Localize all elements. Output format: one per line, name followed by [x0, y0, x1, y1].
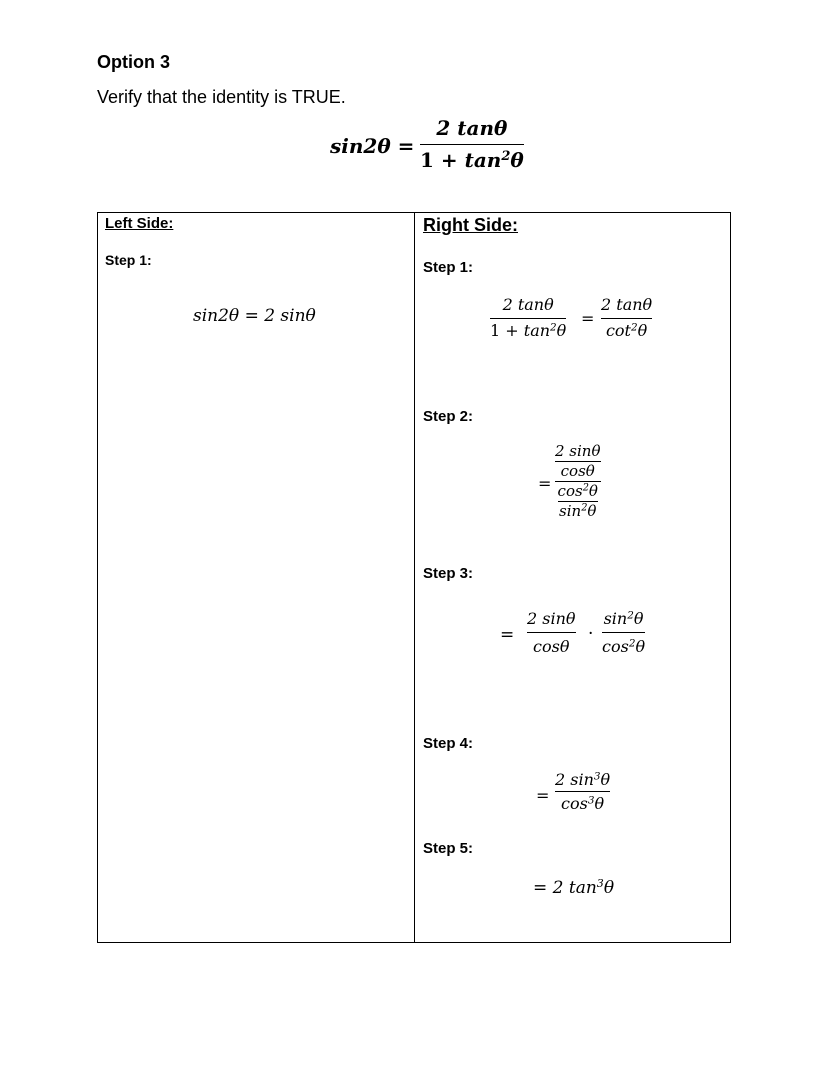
step3-f2-denominator: $\cos^2\theta$	[602, 637, 646, 656]
right-step1-label: Step 1:	[423, 259, 474, 276]
step2-bottom-denominator: $\sin^2\theta$	[559, 502, 597, 520]
step2-top-numerator: 2 sinθ	[555, 442, 601, 460]
left-side-heading: Left Side:	[105, 215, 174, 232]
step4-numerator: 2 $\sin^3\theta$	[555, 770, 611, 789]
identity-fraction	[420, 118, 524, 170]
step3-f2-numerator: $\sin^2\theta$	[603, 609, 644, 628]
step1-equals: =	[581, 309, 595, 328]
step4-equals: =	[536, 786, 550, 805]
step1-f1-denominator: $1 + \tan^2\theta$	[490, 321, 567, 340]
right-step2-label: Step 2:	[423, 408, 474, 425]
step4-fraction	[555, 772, 610, 812]
step4-denominator: $\cos^3\theta$	[561, 794, 605, 813]
right-step5-label: Step 5:	[423, 840, 474, 857]
step3-f1-denominator: cosθ	[533, 637, 570, 656]
step3-dot: ·	[588, 624, 594, 644]
step1-f1-numerator: 2 tanθ	[502, 295, 554, 314]
identity-denominator: $1 + \tan^2\theta$	[420, 148, 524, 172]
step2-equals: =	[538, 474, 552, 493]
identity-lhs: sin2θ =	[330, 134, 415, 158]
step1-f2-denominator: $\cot^2\theta$	[605, 321, 648, 340]
step3-fraction-2	[602, 611, 645, 655]
step2-complex-fraction	[555, 444, 601, 519]
right-step4-label: Step 4:	[423, 735, 474, 752]
right-side-heading: Right Side:	[423, 215, 518, 235]
left-step1-label: Step 1:	[105, 252, 152, 268]
page-title: Option 3	[97, 52, 170, 72]
step1-f2-numerator: 2 tanθ	[601, 295, 653, 314]
instruction-text: Verify that the identity is TRUE.	[97, 87, 346, 107]
step3-fraction-1	[527, 611, 576, 655]
identity-numerator: 2 tanθ	[436, 116, 508, 140]
step3-f1-numerator: 2 sinθ	[527, 609, 576, 628]
right-step3-label: Step 3:	[423, 565, 474, 582]
step2-top-fraction	[555, 444, 601, 481]
step1-fraction-1	[490, 297, 566, 339]
step1-fraction-2	[601, 297, 652, 339]
column-divider	[414, 212, 415, 943]
left-step1-expression: sin2θ = 2 sinθ	[193, 306, 316, 326]
step2-bottom-fraction	[558, 482, 598, 519]
step2-top-denominator: cosθ	[560, 462, 595, 480]
step5-expression: = 2 $\tan^3\theta$	[533, 876, 615, 898]
step3-equals: =	[500, 625, 515, 645]
step2-bottom-numerator: $\cos^2\theta$	[557, 482, 598, 500]
